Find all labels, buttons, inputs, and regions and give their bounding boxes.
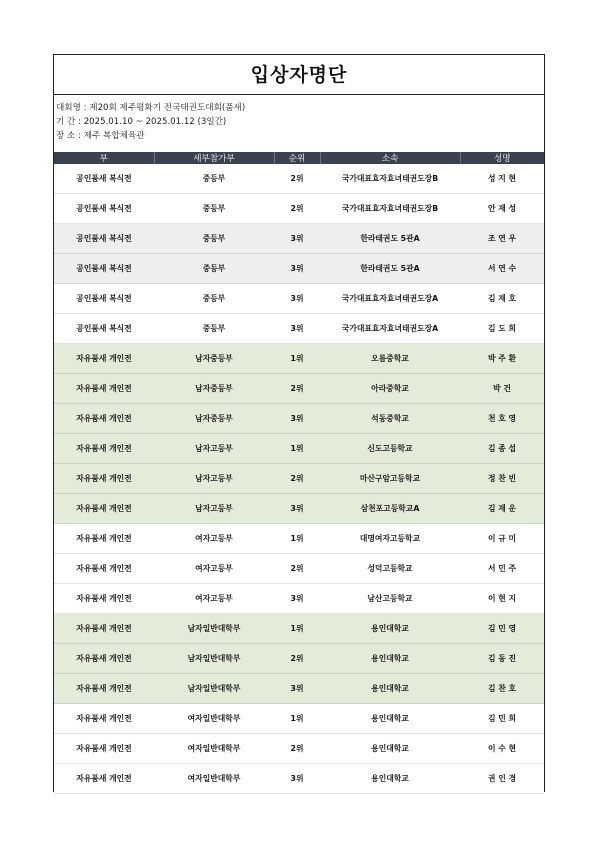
table-row <box>54 764 544 794</box>
table-row <box>54 524 544 554</box>
cell-name: 성 지 현 <box>460 164 544 194</box>
cell-name: 안 재 성 <box>460 194 544 224</box>
table-row <box>54 464 544 494</box>
cell-division: 자유품새 개인전 <box>54 464 154 494</box>
cell-category: 중등부 <box>154 314 274 344</box>
cell-rank: 1위 <box>274 434 320 464</box>
cell-category: 여자고등부 <box>154 524 274 554</box>
cell-category: 남자일반대학부 <box>154 644 274 674</box>
table-row <box>54 404 544 434</box>
cell-category: 여자고등부 <box>154 554 274 584</box>
table-row <box>54 344 544 374</box>
cell-team: 국가대표효자효녀태권도장B <box>320 164 460 194</box>
cell-division: 자유품새 개인전 <box>54 494 154 524</box>
cell-team: 대명여자고등학교 <box>320 524 460 554</box>
cell-rank: 2위 <box>274 164 320 194</box>
table-row <box>54 734 544 764</box>
cell-category: 남자고등부 <box>154 494 274 524</box>
cell-team: 국가대표효자효녀태권도장B <box>320 194 460 224</box>
table-row <box>54 224 544 254</box>
table-row <box>54 554 544 584</box>
cell-name: 이 수 현 <box>460 734 544 764</box>
table-row <box>54 254 544 284</box>
table-row <box>54 494 544 524</box>
table-row <box>54 164 544 194</box>
cell-category: 여자일반대학부 <box>154 704 274 734</box>
info-venue-value: 제주 복합체육관 <box>83 131 145 141</box>
cell-rank: 3위 <box>274 764 320 794</box>
cell-category: 여자일반대학부 <box>154 734 274 764</box>
cell-division: 자유품새 개인전 <box>54 764 154 794</box>
cell-rank: 3위 <box>274 254 320 284</box>
header-rank: 순위 <box>274 152 320 164</box>
cell-team: 용인대학교 <box>320 734 460 764</box>
cell-division: 자유품새 개인전 <box>54 614 154 644</box>
table-row <box>54 704 544 734</box>
cell-category: 남자고등부 <box>154 434 274 464</box>
cell-team: 용인대학교 <box>320 644 460 674</box>
cell-category: 여자고등부 <box>154 584 274 614</box>
cell-name: 김 동 진 <box>460 644 544 674</box>
cell-rank: 1위 <box>274 704 320 734</box>
cell-name: 박 건 <box>460 374 544 404</box>
cell-category: 남자일반대학부 <box>154 674 274 704</box>
cell-name: 김 찬 호 <box>460 674 544 704</box>
cell-name: 김 재 호 <box>460 284 544 314</box>
table-row <box>54 434 544 464</box>
cell-category: 남자중등부 <box>154 404 274 434</box>
cell-rank: 3위 <box>274 404 320 434</box>
cell-name: 서 민 주 <box>460 554 544 584</box>
table-row <box>54 194 544 224</box>
cell-team: 삼천포고등학교A <box>320 494 460 524</box>
cell-name: 조 연 우 <box>460 224 544 254</box>
cell-team: 한라태권도 5관A <box>320 254 460 284</box>
cell-name: 박 주 환 <box>460 344 544 374</box>
cell-name: 이 규 미 <box>460 524 544 554</box>
header-team: 소속 <box>320 152 460 164</box>
cell-category: 남자고등부 <box>154 464 274 494</box>
cell-rank: 2위 <box>274 464 320 494</box>
cell-division: 자유품새 개인전 <box>54 704 154 734</box>
info-period-value: 2025.01.10 ~ 2025.01.12 (3일간) <box>83 117 227 127</box>
header-category: 세부참가부 <box>154 152 274 164</box>
cell-team: 용인대학교 <box>320 764 460 794</box>
info-event <box>56 102 245 114</box>
cell-category: 중등부 <box>154 164 274 194</box>
cell-category: 중등부 <box>154 194 274 224</box>
cell-division: 자유품새 개인전 <box>54 644 154 674</box>
cell-name: 김 민 영 <box>460 614 544 644</box>
cell-name: 이 현 지 <box>460 584 544 614</box>
results-sheet <box>53 54 545 792</box>
cell-rank: 1위 <box>274 614 320 644</box>
cell-division: 자유품새 개인전 <box>54 404 154 434</box>
table-row <box>54 614 544 644</box>
cell-rank: 2위 <box>274 374 320 404</box>
cell-division: 자유품새 개인전 <box>54 584 154 614</box>
cell-division: 자유품새 개인전 <box>54 374 154 404</box>
cell-name: 서 연 수 <box>460 254 544 284</box>
cell-rank: 2위 <box>274 194 320 224</box>
info-event-value: 제20회 제주평화기 전국태권도대회(품새) <box>89 103 246 113</box>
cell-team: 오름중학교 <box>320 344 460 374</box>
cell-name: 천 호 영 <box>460 404 544 434</box>
cell-division: 공인품새 복식전 <box>54 224 154 254</box>
cell-division: 공인품새 복식전 <box>54 164 154 194</box>
info-venue <box>56 130 145 142</box>
cell-category: 남자중등부 <box>154 374 274 404</box>
cell-team: 석동중학교 <box>320 404 460 434</box>
cell-category: 남자일반대학부 <box>154 614 274 644</box>
cell-team: 용인대학교 <box>320 674 460 704</box>
cell-rank: 2위 <box>274 734 320 764</box>
cell-name: 김 종 섭 <box>460 434 544 464</box>
cell-division: 자유품새 개인전 <box>54 674 154 704</box>
cell-team: 성덕고등학교 <box>320 554 460 584</box>
cell-rank: 3위 <box>274 584 320 614</box>
cell-name: 김 도 희 <box>460 314 544 344</box>
cell-name: 김 민 희 <box>460 704 544 734</box>
table-row <box>54 314 544 344</box>
cell-rank: 3위 <box>274 314 320 344</box>
cell-division: 공인품새 복식전 <box>54 194 154 224</box>
cell-rank: 3위 <box>274 224 320 254</box>
cell-division: 자유품새 개인전 <box>54 554 154 584</box>
cell-rank: 1위 <box>274 344 320 374</box>
info-period <box>56 116 226 128</box>
cell-team: 용인대학교 <box>320 704 460 734</box>
cell-division: 자유품새 개인전 <box>54 734 154 764</box>
cell-team: 마산구암고등학교 <box>320 464 460 494</box>
table-row <box>54 284 544 314</box>
cell-rank: 3위 <box>274 284 320 314</box>
cell-category: 중등부 <box>154 284 274 314</box>
info-period-label: 기 간 : <box>56 117 81 127</box>
info-event-label: 대회명 : <box>56 103 87 113</box>
table-row <box>54 674 544 704</box>
header-division: 부 <box>54 152 154 164</box>
cell-division: 공인품새 복식전 <box>54 284 154 314</box>
cell-name: 권 인 경 <box>460 764 544 794</box>
cell-rank: 2위 <box>274 554 320 584</box>
page-title: 입상자명단 <box>54 55 544 95</box>
cell-division: 공인품새 복식전 <box>54 314 154 344</box>
cell-team: 국가대표효자효녀태권도장A <box>320 314 460 344</box>
results-table-body <box>54 164 544 794</box>
cell-name: 정 찬 빈 <box>460 464 544 494</box>
table-row <box>54 374 544 404</box>
table-row <box>54 644 544 674</box>
cell-team: 한라태권도 5관A <box>320 224 460 254</box>
cell-rank: 1위 <box>274 524 320 554</box>
cell-category: 남자중등부 <box>154 344 274 374</box>
cell-division: 공인품새 복식전 <box>54 254 154 284</box>
cell-team: 국가대표효자효녀태권도장A <box>320 284 460 314</box>
cell-rank: 2위 <box>274 644 320 674</box>
cell-team: 남산고등학교 <box>320 584 460 614</box>
cell-team: 용인대학교 <box>320 614 460 644</box>
cell-division: 자유품새 개인전 <box>54 524 154 554</box>
cell-team: 신도고등학교 <box>320 434 460 464</box>
cell-team: 아라중학교 <box>320 374 460 404</box>
cell-rank: 3위 <box>274 494 320 524</box>
cell-rank: 3위 <box>274 674 320 704</box>
table-row <box>54 584 544 614</box>
header-name: 성명 <box>460 152 544 164</box>
cell-division: 자유품새 개인전 <box>54 344 154 374</box>
results-table <box>54 152 544 794</box>
table-header-row <box>54 152 544 164</box>
info-venue-label: 장 소 : <box>56 131 81 141</box>
cell-category: 여자일반대학부 <box>154 764 274 794</box>
cell-division: 자유품새 개인전 <box>54 434 154 464</box>
cell-category: 중등부 <box>154 254 274 284</box>
cell-category: 중등부 <box>154 224 274 254</box>
cell-name: 김 재 운 <box>460 494 544 524</box>
